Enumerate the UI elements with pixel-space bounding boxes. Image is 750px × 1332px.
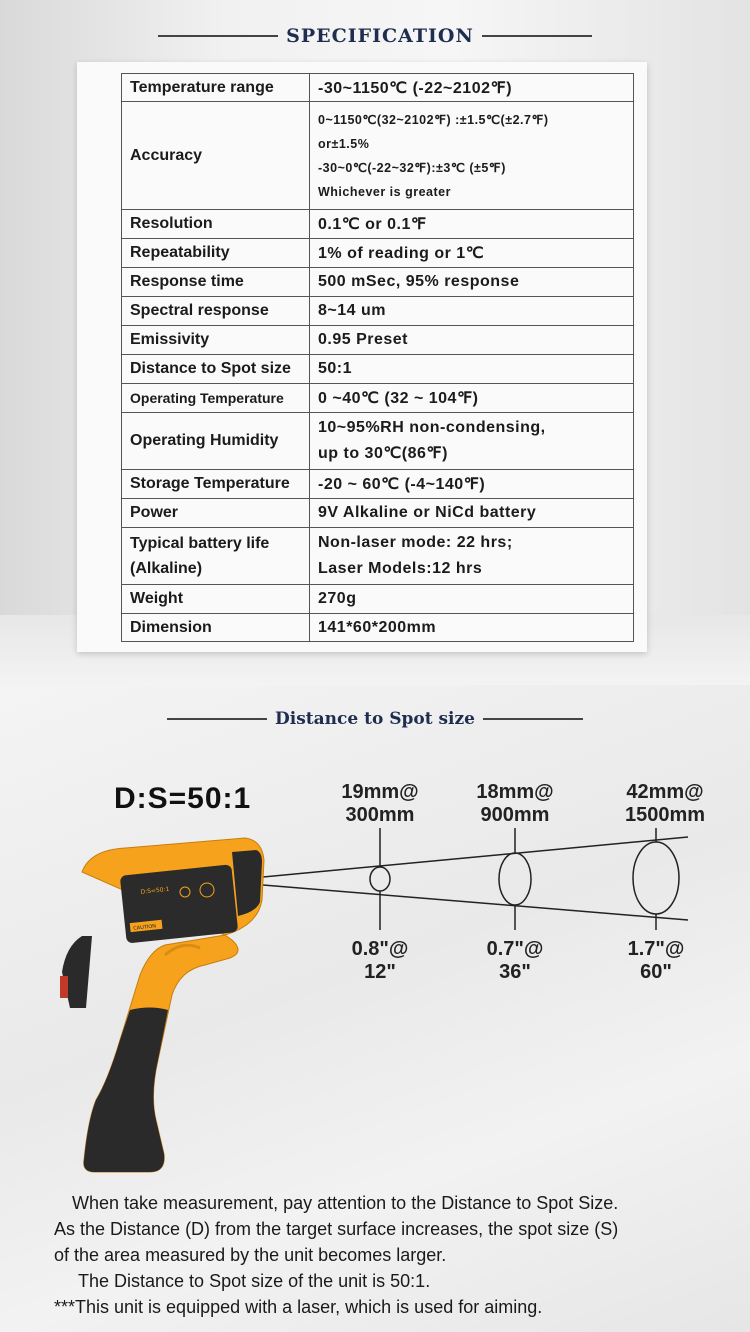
- battery-key-line: Typical battery life: [130, 535, 270, 552]
- spec-key: Temperature range: [122, 74, 310, 102]
- table-row: [122, 470, 634, 499]
- accuracy-line: or±1.5%: [318, 136, 370, 151]
- spec-value: 1% of reading or 1℃: [310, 239, 634, 268]
- spot-ellipse-3: [633, 842, 679, 914]
- measurement-notes: [0, 1190, 750, 1320]
- ratio-label: D:S=50:1: [114, 782, 252, 815]
- device-label-panel: [120, 864, 238, 943]
- spec-key: Spectral response: [122, 297, 310, 326]
- spot-size-inch-text: 1.7"@: [627, 938, 685, 960]
- spec-key: Distance to Spot size: [122, 355, 310, 384]
- spec-key: Emissivity: [122, 326, 310, 355]
- beam-upper-line: [263, 837, 688, 877]
- spot-distance-text: 900mm: [480, 804, 550, 826]
- spec-value: -20 ~ 60℃ (-4~140℉): [310, 470, 634, 499]
- note-line: ***This unit is equipped with a laser, which is used for aiming.: [54, 1297, 543, 1317]
- table-row: [122, 297, 634, 326]
- thermometer-device: [60, 838, 264, 1172]
- device-display-text: D:S=50:1: [140, 885, 170, 896]
- table-row: [122, 413, 634, 470]
- note-line: of the area measured by the unit becomes larger.: [54, 1245, 447, 1265]
- spot-distance-inch-text: 36": [499, 961, 531, 983]
- table-row: [122, 326, 634, 355]
- spec-value: 270g: [310, 585, 634, 614]
- spec-heading-text: SPECIFICATION: [286, 25, 474, 47]
- battery-value-line: Non-laser mode: 22 hrs;: [318, 534, 513, 551]
- spec-key: Response time: [122, 268, 310, 297]
- spec-value: 141*60*200mm: [310, 614, 634, 642]
- spec-key: Operating Humidity: [122, 413, 310, 470]
- spec-table: [121, 73, 634, 642]
- spot-top-label-3: [610, 781, 720, 827]
- table-row: [122, 210, 634, 239]
- spec-value: 9V Alkaline or NiCd battery: [310, 499, 634, 528]
- spot-bottom-label-3: [606, 938, 706, 984]
- spec-value: [310, 102, 634, 210]
- table-row: [122, 499, 634, 528]
- spot-top-label-2: [465, 781, 565, 827]
- accuracy-line: -30~0℃(-22~32℉):±3℃ (±5℉): [318, 160, 506, 175]
- spec-value: -30~1150℃ (-22~2102℉): [310, 74, 634, 102]
- heading-rule-right: [483, 718, 583, 720]
- spec-key: Operating Temperature: [122, 384, 310, 413]
- spot-distance-text: 300mm: [345, 804, 415, 826]
- table-row: [122, 74, 634, 102]
- spec-key: Storage Temperature: [122, 470, 310, 499]
- device-grip: [84, 1008, 168, 1173]
- beam-lower-line: [263, 885, 688, 920]
- spot-ellipse-2: [499, 853, 531, 905]
- table-row: [122, 585, 634, 614]
- table-row: [122, 528, 634, 585]
- heading-rule-right: [482, 35, 592, 37]
- heading-rule-left: [158, 35, 278, 37]
- table-row: [122, 384, 634, 413]
- spot-size-text: 42mm@: [626, 781, 704, 803]
- spec-value: 8~14 um: [310, 297, 634, 326]
- note-line: When take measurement, pay attention to the Distance to Spot Size.: [72, 1193, 619, 1213]
- spot-distance-inch-text: 12": [364, 961, 396, 983]
- spot-top-label-1: [330, 781, 430, 827]
- spot-size-text: 19mm@: [341, 781, 419, 803]
- spec-key: [122, 528, 310, 585]
- spec-key: Accuracy: [122, 102, 310, 210]
- table-row: [122, 102, 634, 210]
- caution-text: CAUTION: [133, 923, 157, 932]
- spot-bottom-label-2: [465, 938, 565, 984]
- heading-rule-left: [167, 718, 267, 720]
- note-line: The Distance to Spot size of the unit is 50:1.: [78, 1271, 431, 1291]
- distance-heading-text: Distance to Spot size: [275, 708, 475, 729]
- spot-ellipse-1: [370, 867, 390, 891]
- humidity-line: up to 30℃(86℉): [318, 445, 448, 462]
- battery-key-line: (Alkaline): [130, 560, 203, 577]
- spot-distance-inch-text: 60": [640, 961, 672, 983]
- spec-value: 0.95 Preset: [310, 326, 634, 355]
- spec-key: Power: [122, 499, 310, 528]
- table-row: [122, 268, 634, 297]
- spec-value: [310, 528, 634, 585]
- spec-value: 50:1: [310, 355, 634, 384]
- humidity-line: 10~95%RH non-condensing,: [318, 419, 546, 436]
- note-line: As the Distance (D) from the target surface increases, the spot size (S): [54, 1219, 619, 1239]
- trigger-button: [60, 976, 68, 998]
- spec-key: Weight: [122, 585, 310, 614]
- spot-size-inch-text: 0.7"@: [486, 938, 544, 960]
- table-row: [122, 239, 634, 268]
- accuracy-line: 0~1150℃(32~2102℉) :±1.5℃(±2.7℉): [318, 112, 549, 127]
- spot-size-text: 18mm@: [476, 781, 554, 803]
- table-row: [122, 355, 634, 384]
- spec-value: [310, 413, 634, 470]
- battery-value-line: Laser Models:12 hrs: [318, 560, 483, 577]
- accuracy-line: Whichever is greater: [318, 184, 451, 199]
- spot-distance-text: 1500mm: [624, 804, 706, 826]
- spec-key: Dimension: [122, 614, 310, 642]
- spec-value: 500 mSec, 95% response: [310, 268, 634, 297]
- spec-sheet: [77, 62, 647, 652]
- spot-size-inch-text: 0.8"@: [351, 938, 409, 960]
- spot-bottom-label-1: [330, 938, 430, 984]
- spec-value: 0.1℃ or 0.1℉: [310, 210, 634, 239]
- spec-heading: [0, 24, 750, 47]
- spec-key: Resolution: [122, 210, 310, 239]
- spec-key: Repeatability: [122, 239, 310, 268]
- spec-value: 0 ~40℃ (32 ~ 104℉): [310, 384, 634, 413]
- distance-heading: [0, 708, 750, 729]
- table-row: [122, 614, 634, 642]
